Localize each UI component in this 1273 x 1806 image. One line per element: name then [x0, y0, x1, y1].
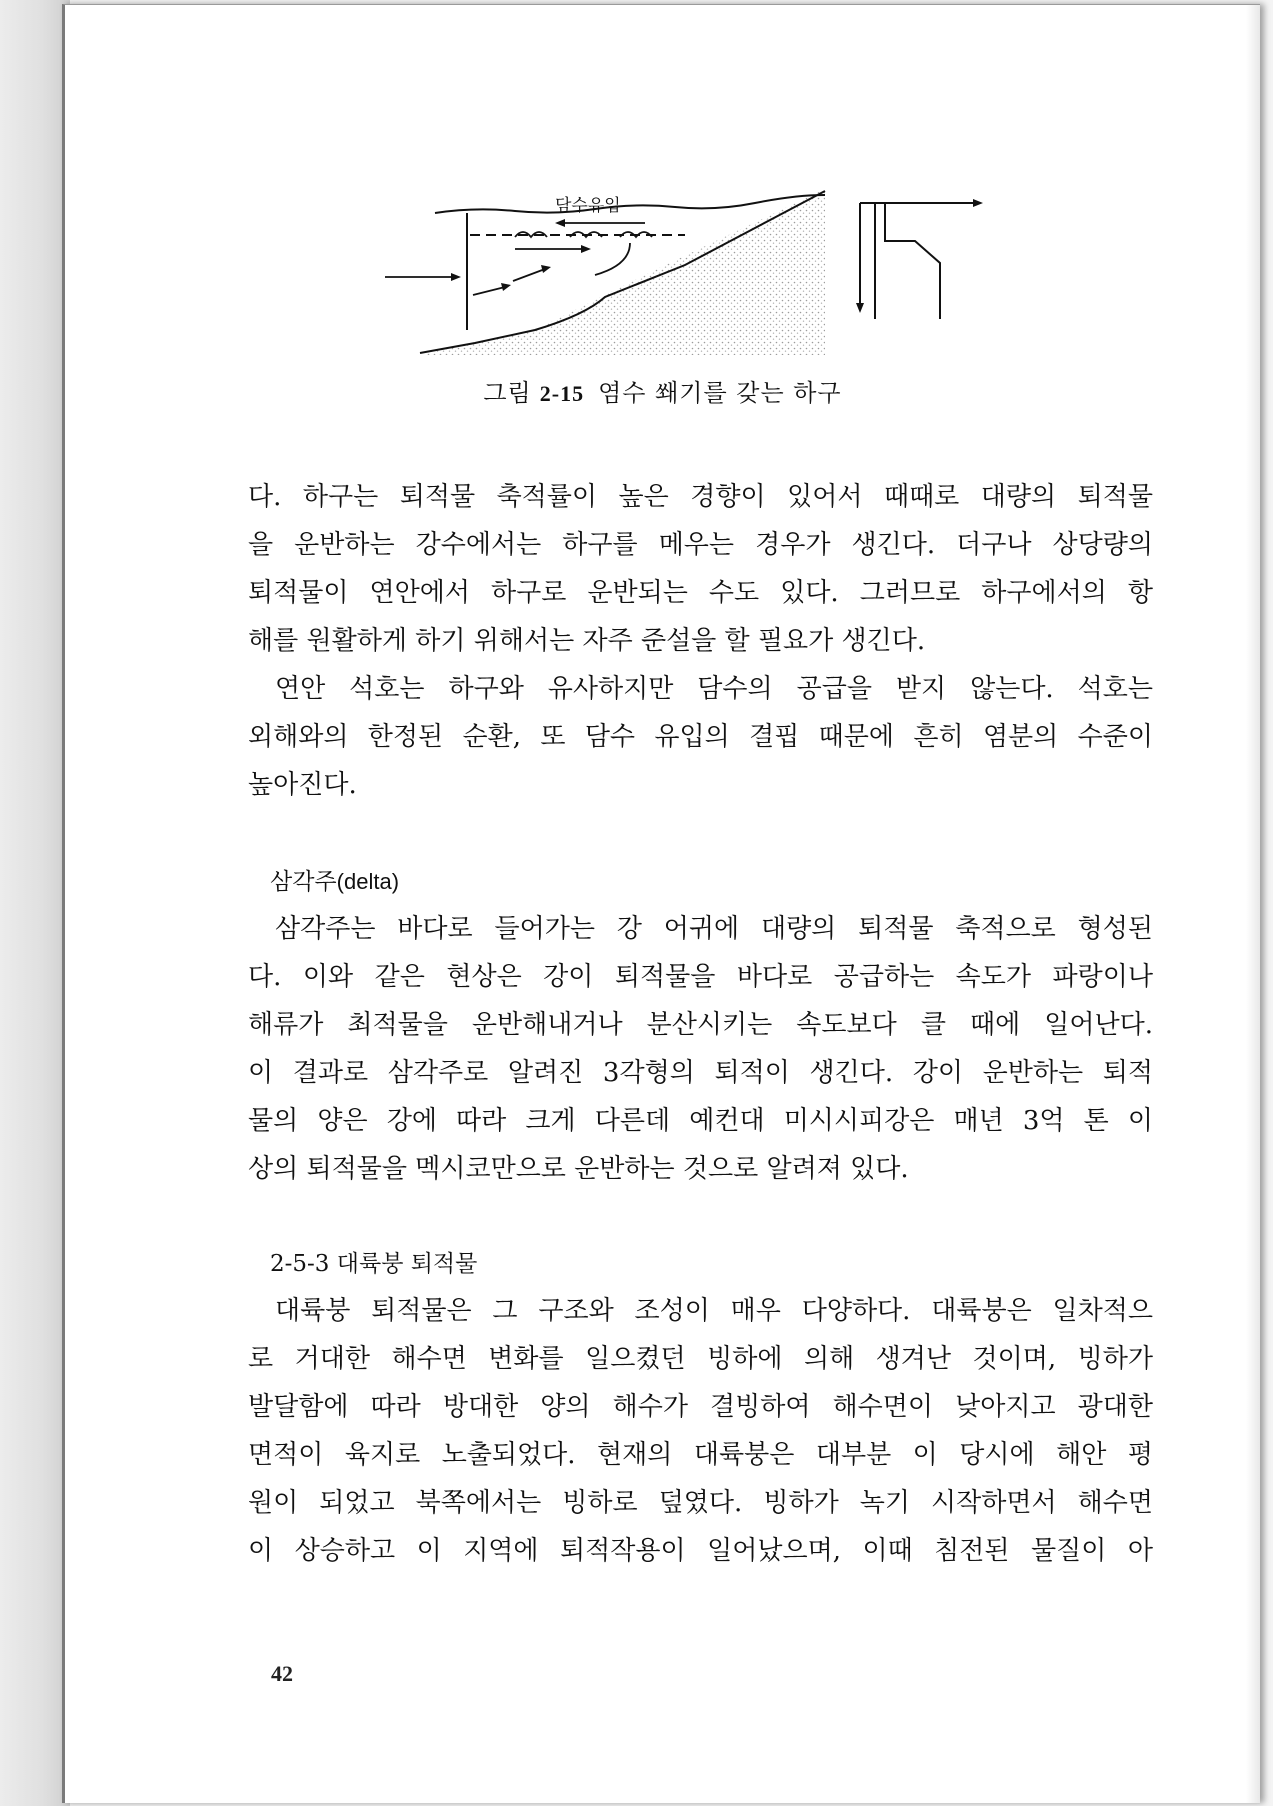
upwelling-curve — [595, 243, 630, 275]
salt-wedge-arrow-2-head — [541, 265, 551, 273]
paragraph-continental-shelf — [248, 1287, 1153, 1575]
text-line: 로 거대한 해수면 변화를 일으켰던 빙하에 의해 생겨난 것이며, 빙하가 — [248, 1344, 1153, 1374]
salt-inflow-arrow-head — [451, 273, 461, 281]
salinity-profile-curve — [885, 203, 940, 319]
figure-caption — [65, 373, 1260, 408]
page-number: 42 — [271, 1661, 293, 1686]
caption-number: 2-15 — [539, 381, 585, 406]
text-line: 다. 하구는 퇴적물 축적률이 높은 경향이 있어서 때때로 대량의 퇴적물 — [248, 482, 1153, 512]
text-line: 이 상승하고 이 지역에 퇴적작용이 일어났으며, 이때 침전된 물질이 아 — [248, 1536, 1153, 1566]
paragraph-lagoon — [248, 665, 1153, 809]
page-edge — [1246, 5, 1260, 1803]
heading-delta-korean: 삼각주 — [270, 869, 337, 895]
text-line: 다. 이와 같은 현상은 강이 퇴적물을 바다로 공급하는 속도가 파랑이나 — [248, 962, 1153, 992]
text-line: 면적이 육지로 노출되었다. 현재의 대륙붕은 대부분 이 당시에 해안 평 — [248, 1440, 1153, 1470]
text-line: 물의 양은 강에 따라 크게 다른데 예컨대 미시시피강은 매년 3억 톤 이 — [248, 1106, 1153, 1136]
text-line: 원이 되었고 북쪽에서는 빙하로 덮였다. 빙하가 녹기 시작하면서 해수면 — [248, 1488, 1153, 1518]
sediment-fill — [425, 189, 825, 355]
freshwater-inflow-label: 담수유입 — [555, 196, 621, 216]
text-line: 해류가 최적물을 운반해내거나 분산시키는 속도보다 클 때에 일어난다. — [248, 1010, 1153, 1040]
salt-wedge-arrow-2-line — [513, 269, 545, 281]
book-page — [62, 4, 1260, 1803]
caption-prefix: 그림 — [483, 379, 532, 407]
text-line: 상의 퇴적물을 멕시코만으로 운반하는 것으로 알려져 있다. — [248, 1154, 909, 1184]
text-line: 해를 원활하게 하기 위해서는 자주 준설을 할 필요가 생긴다. — [248, 626, 926, 656]
upper-flow-arrow-head — [581, 245, 591, 253]
text-line: 발달함에 따라 방대한 양의 해수가 결빙하여 해수면이 낮아지고 광대한 — [248, 1392, 1153, 1422]
salt-wedge-arrow-1-line — [473, 287, 505, 295]
text-line: 을 운반하는 강수에서는 하구를 메우는 경우가 생긴다. 더구나 상당량의 — [248, 530, 1153, 560]
paragraph-delta — [248, 905, 1153, 1193]
caption-title: 염수 쐐기를 갖는 하구 — [598, 379, 842, 407]
heading-delta — [270, 863, 399, 896]
text-line: 연안 석호는 하구와 유사하지만 담수의 공급을 받지 않는다. 석호는 — [275, 674, 1153, 704]
heading-continental-shelf: 2-5-3 대륙붕 퇴적물 — [270, 1251, 478, 1277]
text-line: 높아진다. — [248, 770, 357, 800]
heading-delta-latin: (delta) — [336, 869, 400, 894]
freshwater-arrow-head — [555, 219, 565, 227]
salt-wedge-arrow-1-head — [501, 283, 511, 291]
water-surface-line — [435, 195, 825, 213]
text-line: 대륙붕 퇴적물은 그 구조와 조성이 매우 다양하다. 대륙붕은 일차적으 — [275, 1296, 1153, 1326]
salinity-axis-arrow — [856, 303, 864, 313]
text-line: 퇴적물이 연안에서 하구로 운반되는 수도 있다. 그러므로 하구에서의 항 — [248, 578, 1153, 608]
estuary-diagram — [355, 185, 1145, 365]
text-line: 이 결과로 삼각주로 알려진 3각형의 퇴적이 생긴다. 강이 운반하는 퇴적 — [248, 1058, 1153, 1088]
text-line: 삼각주는 바다로 들어가는 강 어귀에 대량의 퇴적물 축적으로 형성된 — [275, 914, 1153, 944]
book-binding — [0, 0, 70, 1806]
salt-wedge-figure — [355, 185, 1145, 365]
paragraph-estuary-sediment — [248, 473, 1153, 665]
text-line: 외해와의 한정된 순환, 또 담수 유입의 결핍 때문에 흔히 염분의 수준이 — [248, 722, 1153, 752]
salinity-top-arrow — [973, 199, 983, 207]
